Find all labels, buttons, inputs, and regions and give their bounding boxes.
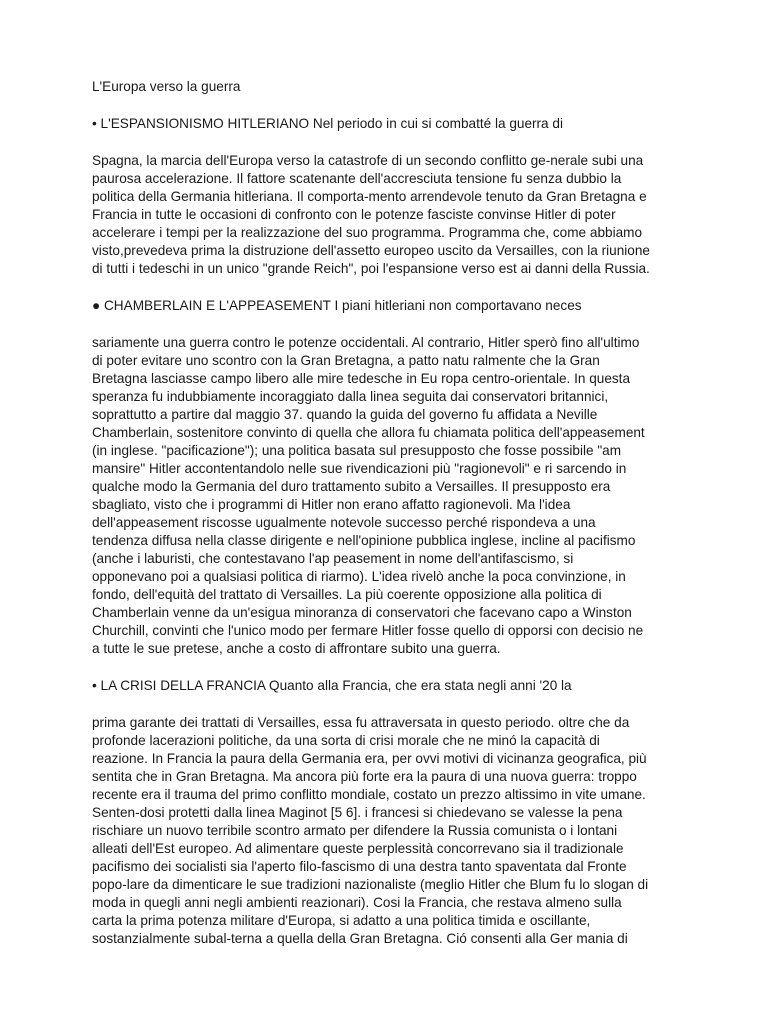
paragraph-line: paurosa accelerazione. Il fattore scatenante dell'accresciuta tensione fu senza dubbio la — [92, 171, 622, 186]
paragraph-line: carta la prima potenza militare d'Europa, si adatto a una politica timida e oscillante, — [92, 913, 591, 928]
paragraph-line: rischiare un nuovo terribile scontro armato per difendere la Russia comunista o i lontani — [92, 823, 618, 838]
paragraph-line: sentita che in Gran Bretagna. Ma ancora più forte era la paura di una nuova guerra: troppo — [92, 769, 637, 784]
paragraph-line: opponevano poi a qualsiasi politica di riarmo). L'idea rivelò anche la poca convinzione, in — [92, 569, 626, 584]
paragraph-line: prima garante dei trattati di Versailles, essa fu attraversata in questo periodo. oltre che da — [92, 715, 630, 730]
paragraph-line: Bretagna lasciasse campo libero alle mire tedesche in Eu ropa centro-orientale. In questa — [92, 371, 631, 386]
paragraph-line: sbagliato, visto che i programmi di Hitler non erano affatto ragionevoli. Ma l'idea — [92, 497, 571, 512]
section-heading: ● CHAMBERLAIN E L'APPEASEMENT I piani hitleriani non comportavano neces — [92, 298, 582, 313]
paragraph-line: alleati dell'Est europeo. Ad alimentare queste perplessità concorrevano sia il tradizionale — [92, 841, 624, 856]
paragraph-line: moda in quegli anni negli ambienti reazionari). Cosi la Francia, che restava almeno sulla — [92, 895, 622, 910]
paragraph-line: speranza fu indubbiamente incoraggiato dalla linea seguita dai conservatori britannici, — [92, 389, 609, 404]
document-page — [92, 78, 692, 967]
paragraph-line: politica della Germania hitleriana. Il comporta-mento arrendevole tenuto da Gran Bretagna e — [92, 189, 647, 204]
paragraph-line: recente era il trauma del primo conflitto mondiale, costato un prezzo altissimo in vite umane. — [92, 787, 646, 802]
section-paragraph — [92, 334, 692, 658]
paragraph-line: Spagna, la marcia dell'Europa verso la catastrofe di un secondo conflitto ge-nerale subi una — [92, 153, 644, 168]
paragraph-line: Churchill, convinti che l'unico modo per fermare Hitler fosse quello di opporsi con decisio ne — [92, 623, 644, 638]
paragraph-line: Senten-dosi protetti dalla linea Maginot [5 6]. i francesi si chiedevano se valesse la pena — [92, 805, 623, 820]
section-paragraph — [92, 152, 692, 278]
section-heading: • LA CRISI DELLA FRANCIA Quanto alla Francia, che era stata negli anni '20 la — [92, 678, 572, 693]
paragraph-line: sariamente una guerra contro le potenze occidentali. Al contrario, Hitler sperò fino all'ultimo — [92, 335, 640, 350]
paragraph-line: pacifismo dei socialisti sia l'aperto filo-fascismo di una destra tanto spaventata dal Fronte — [92, 859, 627, 874]
paragraph-line: reazione. In Francia la paura della Germania era, per ovvi motivi di vicinanza geografica, più — [92, 751, 647, 766]
section-heading: • L'ESPANSIONISMO HITLERIANO Nel periodo in cui si combatté la guerra di — [92, 116, 563, 131]
paragraph-line: accelerare i tempi per la realizzazione del suo programma. Programma che, come abbiamo — [92, 225, 643, 240]
paragraph-line: di poter evitare uno scontro con la Gran Bretagna, a patto natu ralmente che la Gran — [92, 353, 600, 368]
paragraph-line: (anche i laburisti, che contestavano l'ap peasement in nome dell'antifascismo, si — [92, 551, 574, 566]
document-title: L'Europa verso la guerra — [92, 79, 241, 94]
paragraph-line: (in inglese. "pacificazione"); una politica basata sul presupposto che fosse possibile "am — [92, 443, 622, 458]
paragraph-line: Chamberlain, sostenitore convinto di quella che allora fu chiamata politica dell'appeasement — [92, 425, 645, 440]
paragraph-line: a tutte le sue pretese, anche a costo di affrontare subito una guerra. — [92, 641, 501, 656]
paragraph-line: dell'appeasement riscosse ugualmente notevole successo perché rispondeva a una — [92, 515, 596, 530]
paragraph-line: profonde lacerazioni politiche, da una sorta di crisi morale che ne minó la capacità di — [92, 733, 600, 748]
paragraph-line: mansire" Hitler accontentandolo nelle sue rivendicazioni più "ragionevoli" e ri sarcendo in — [92, 461, 627, 476]
paragraph-line: sostanzialmente subal-terna a quella della Gran Bretagna. Ció consenti alla Ger mania di — [92, 931, 628, 946]
paragraph-line: popo-lare da dimenticare le sue tradizioni nazionaliste (meglio Hitler che Blum fu lo slogan di — [92, 877, 649, 892]
section-paragraph — [92, 714, 692, 948]
paragraph-line: Chamberlain venne da un'esigua minoranza di conservatori che facevano capo a Winston — [92, 605, 632, 620]
paragraph-line: Francia in tutte le occasioni di confronto con le potenze fasciste convinse Hitler di poter — [92, 207, 616, 222]
paragraph-line: fondo, dell'equità del trattato di Versailles. La più coerente opposizione alla politica di — [92, 587, 602, 602]
paragraph-line: qualche modo la Germania del duro trattamento subito a Versailles. Il presupposto era — [92, 479, 611, 494]
paragraph-line: visto,prevedeva prima la distruzione dell'assetto europeo uscito da Versailles, con la riunione — [92, 243, 650, 258]
paragraph-line: soprattutto a partire dal maggio 37. quando la guida del governo fu affidata a Neville — [92, 407, 598, 422]
paragraph-line: di tutti i tedeschi in un unico "grande Reich", poi l'espansione verso est ai danni della Russia. — [92, 261, 650, 276]
paragraph-line: tendenza diffusa nella classe dirigente e nell'opinione pubblica inglese, incline al pacifismo — [92, 533, 636, 548]
